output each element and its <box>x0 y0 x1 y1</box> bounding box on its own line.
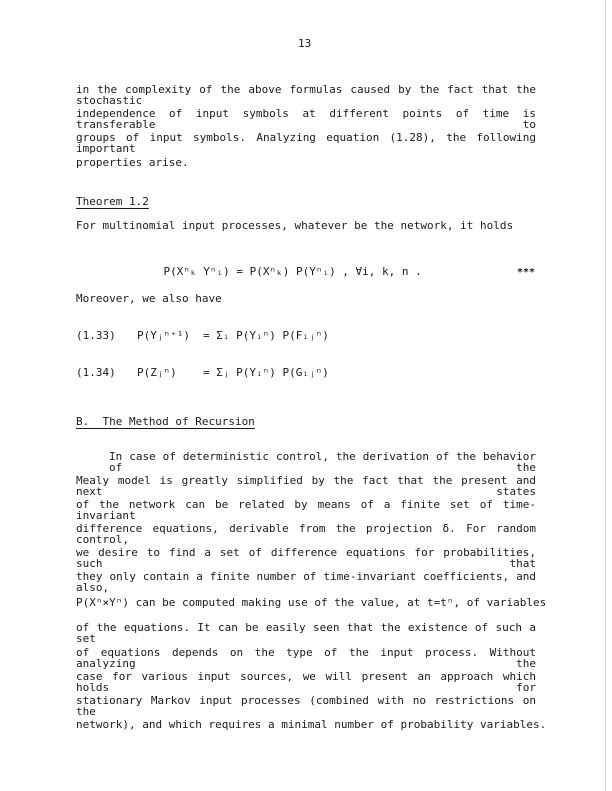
paragraph-line: stationary Markov input processes (combined with no restrictions on the <box>76 694 536 718</box>
paragraph-line: case for various input sources, we will present an approach which holds for <box>76 670 536 694</box>
equation-1-34-lhs: P(Zⱼⁿ) <box>137 366 177 379</box>
paragraph-line: independence of input symbols at different points of time is transferable to <box>76 107 536 131</box>
equation-1-33-lhs: P(Yⱼⁿ⁺¹) <box>137 329 190 342</box>
equation-1-34-rhs: = Σⱼ P(Yᵢⁿ) P(Gᵢⱼⁿ) <box>203 366 329 379</box>
paragraph-line: of equations depends on the type of the input process. Without analyzing the <box>76 646 536 670</box>
paragraph-line: groups of input symbols. Analyzing equation (1.28), the following important <box>76 131 536 155</box>
paragraph-line: Mealy model is greatly simplified by the fact that the present and next states <box>76 474 536 498</box>
theorem-equation <box>137 255 422 288</box>
theorem-equation-text: P(Xⁿₖ Yⁿᵢ) = P(Xⁿₖ) P(Yⁿᵢ) , ∀i, k, n . <box>163 265 422 278</box>
paragraph-line: we desire to find a set of difference equations for probabilities, such that <box>76 546 536 570</box>
theorem-end-mark: *** <box>517 267 536 278</box>
paragraph-line: P(Xⁿ×Yⁿ) can be computed making use of the value, at t=tⁿ, of variables <box>76 596 547 609</box>
theorem-statement: For multinomial input processes, whatever be the network, it holds <box>76 219 514 232</box>
page-edge-divider <box>605 0 606 791</box>
paragraph-line: network), and which requires a minimal number of probability variables. <box>76 718 547 731</box>
page-number: 13 <box>298 37 312 50</box>
equation-1-33-rhs: = Σᵢ P(Yᵢⁿ) P(Fᵢⱼⁿ) <box>203 329 329 342</box>
paragraph-line: they only contain a finite number of time-invariant coefficients, and also, <box>76 570 536 594</box>
equation-label-1-34: (1.34) <box>76 366 116 379</box>
section-heading: B. The Method of Recursion <box>76 415 255 428</box>
paragraph-line: of the network can be related by means of a finite set of time-invariant <box>76 498 536 522</box>
theorem-title: Theorem 1.2 <box>76 195 149 208</box>
moreover-line: Moreover, we also have <box>76 292 222 305</box>
paragraph-line: difference equations, derivable from the projection δ. For random control, <box>76 522 536 546</box>
equation-label-1-33: (1.33) <box>76 329 116 342</box>
paragraph-line: In case of deterministic control, the derivation of the behavior of the <box>109 450 536 474</box>
paragraph-line: properties arise. <box>76 156 189 169</box>
paragraph-line: of the equations. It can be easily seen that the existence of such a set <box>76 621 536 645</box>
paragraph-line: in the complexity of the above formulas caused by the fact that the stochastic <box>76 83 536 107</box>
